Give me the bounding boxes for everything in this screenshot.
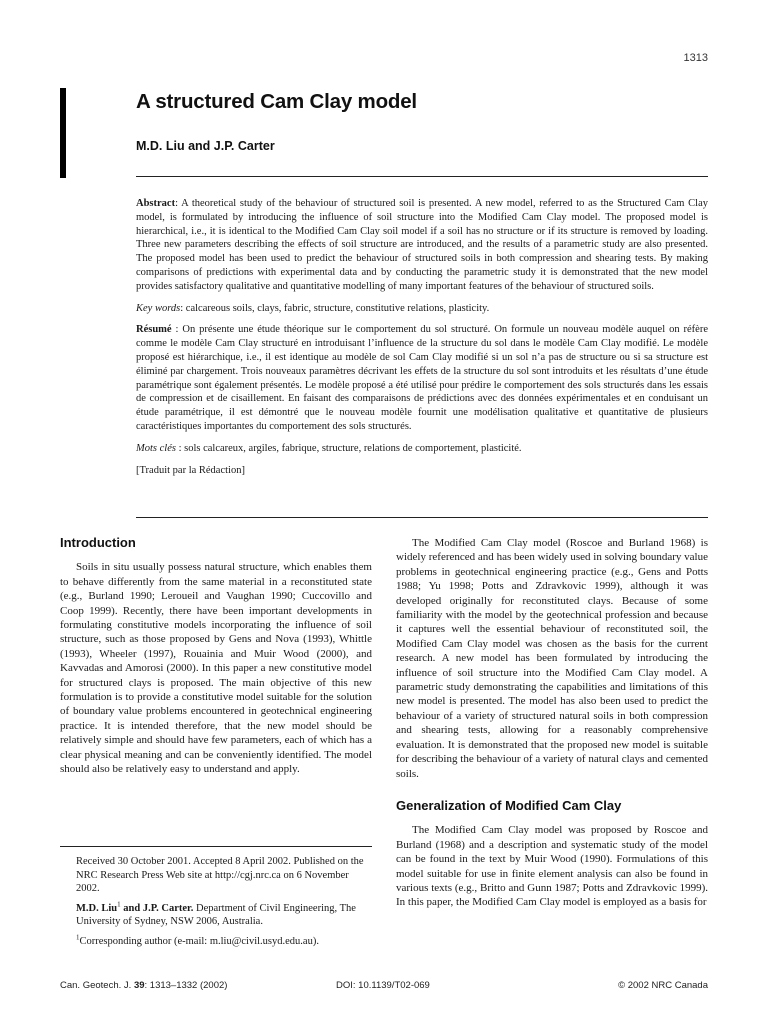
corresponding-footnote-mark: 1 <box>76 933 80 942</box>
footer-volume: 39 <box>133 980 145 991</box>
mots-cles-text: : sols calcareux, argiles, fabrique, structure, relations de comportement, plasticité. <box>175 442 522 454</box>
footer-pages: : 1313–1332 (2002) <box>144 980 228 991</box>
generalization-heading: Generalization of Modified Cam Clay <box>396 797 622 813</box>
keywords-text: : calcareous soils, clays, fabric, structure, constitutive relations, plasticity. <box>180 302 490 314</box>
right-column <box>396 536 708 910</box>
abstract-bottom-rule <box>136 517 708 518</box>
author-affiliation <box>60 902 372 929</box>
keywords-paragraph <box>136 302 708 316</box>
title-side-bar <box>60 88 66 178</box>
abstract-top-rule <box>136 176 708 177</box>
left-column <box>60 536 372 777</box>
paper-authors: M.D. Liu and J.P. Carter <box>136 139 275 153</box>
page-number: 1313 <box>683 52 708 64</box>
footer-citation <box>60 980 227 991</box>
mots-cles-label: Mots clés <box>136 442 176 454</box>
corresponding-author-text: Corresponding author (e-mail: m.liu@civil.usyd.edu.au). <box>79 935 319 947</box>
author-affiliation-name2: and J.P. Carter. <box>120 902 194 914</box>
mots-cles-paragraph <box>136 442 708 456</box>
introduction-heading: Introduction <box>60 535 136 550</box>
paper-title: A structured Cam Clay model <box>136 90 417 113</box>
footnote-box <box>60 846 372 955</box>
translation-note: [Traduit par la Rédaction] <box>136 464 245 476</box>
author-affiliation-name: M.D. Liu <box>76 902 118 914</box>
corresponding-author <box>60 935 372 949</box>
resume-paragraph <box>136 323 708 433</box>
keywords-label: Key words <box>136 302 181 314</box>
footer-doi: DOI: 10.1139/T02-069 <box>336 980 430 991</box>
affiliation-text: Department of Civil Engineering, The University of Sydney, NSW 2006, Australia. <box>76 902 356 928</box>
received-note: Received 30 October 2001. Accepted 8 April 2002. Published on the NRC Research Press Web site at http://cgj.nrc.ca on 6 November 2002. <box>76 856 364 895</box>
footer-copyright: © 2002 NRC Canada <box>618 980 708 991</box>
footer-journal: Can. Geotech. J. <box>60 980 134 991</box>
resume-text: : On présente une étude théorique sur le comportement du sol structuré. On formule un nouveau modèle auquel on réfère comme le modèle Cam Clay structuré en introduisant l’influence de la structure du sol dans le modèle Cam Clay modifié. Le modèle proposé est hiérarchique, i.e., il est identique au modèle de sol Cam Clay modifié si un sol n’a pas de structure ou si sa structure est éliminé par chargement. Trois nouveaux paramètres décrivant les effets de la structure du sol sont introduits et les résultats d’une étude paramétrique sont également présentés. Le modèle proposé a été utilisé pour prédire le comportement des sols structurés dans les essais de compression et de cisaillement. En faisant des comparaisons de prédictions avec des données expérimentales et en conduisant un étude paramétrique, il est démontré que le nouveau modèle fournit une modélisation qualitative et quantitative de plusieurs caractéristiques importantes du comportement des sols structurés. <box>136 324 708 432</box>
introduction-paragraph: Soils in situ usually possess natural structure, which enables them to behave differently from the same material in a reconstituted state (e.g., Burland 1990; Leroueil and Vaughan 1990; Cuccovillo and Coop 1999). Recently, there have been important developments in formulating constitutive models incorporating the influence of soil structure, such as those proposed by Gens and Nova (1993), Whittle (1993), Wheeler (1997), Rouainia and Muir Wood (2000), and Kavvadas and Amorosi (2000). In this paper a new constitutive model for structured clays is proposed. The main objective of this new formulation is to provide a constitutive model suitable for the solution of boundary value problems encountered in geotechnical engineering practice. It is intended therefore, that the new model should be relatively simple and should have few parameters, each of which has a clear physical meaning and can be conveniently identified. The model should also be relatively easy to understand and apply. <box>60 561 372 776</box>
generalization-paragraph: The Modified Cam Clay model was proposed by Roscoe and Burland (1968) and a description and systematic study of the model can be found in the text by Muir Wood (1990). Formulations of this model suitable for use in finite element analysis can also be found in various texts (e.g., Britto and Gunn 1987; Potts and Zdravkovic 1999). In this paper, the Modified Cam Clay model is employed as a basis for <box>396 824 708 909</box>
abstract-block <box>136 197 708 485</box>
resume-label: Résumé <box>136 324 172 336</box>
abstract-label: Abstract <box>136 198 176 209</box>
abstract-paragraph <box>136 197 708 294</box>
intro-continued-paragraph: The Modified Cam Clay model (Roscoe and Burland 1968) is widely referenced and has been widely used in solving boundary value problems in geotechnical engineering practice (e.g., Gens and Potts 1988; Yu 1998; Potts and Zdravkovic 1999), although it was developed originally for reconstituted clays. Because of some familiarity with the model by the geotechnical profession and because it captures well the essential behaviour of reconstituted soil, the Modified Cam Clay model was chosen as the basis for the current research. A new model has been formulated by introducing the influence of soil structure into the Modified Cam Clay model. A parametric study demonstrating the capabilities and limitations of this new model is presented. The model has also been used to predict the behaviour of a variety of structured natural soils in both compression and shearing tests, allowing for a reasonably comprehensive evaluation. It is demonstrated that the proposed new model is suitable for describing the behaviour of a variety of natural clays and cemented soils. <box>396 537 708 780</box>
abstract-text: : A theoretical study of the behaviour of structured soil is presented. A new model, referred to as the Structured Cam Clay model, is formulated by introducing the influence of soil structure into the Modified Cam Clay model. The proposed model is hierarchical, i.e., it is identical to the Modified Cam Clay soil model if a soil has no structure or if its structure is removed by loading. Three new parameters describing the effects of soil structure are introduced, and the results of a parametric study are also presented. The proposed model has been used to predict the behaviour of structured soils in both compression and shearing tests. By making comparisons of predictions with experimental data and by conducting the parametric study it is demonstrated that the new model provides satisfactory qualitative and quantitative modelling of many important features of the behaviour of structured soils. <box>136 198 708 292</box>
author-footnote-mark: 1 <box>117 900 121 909</box>
